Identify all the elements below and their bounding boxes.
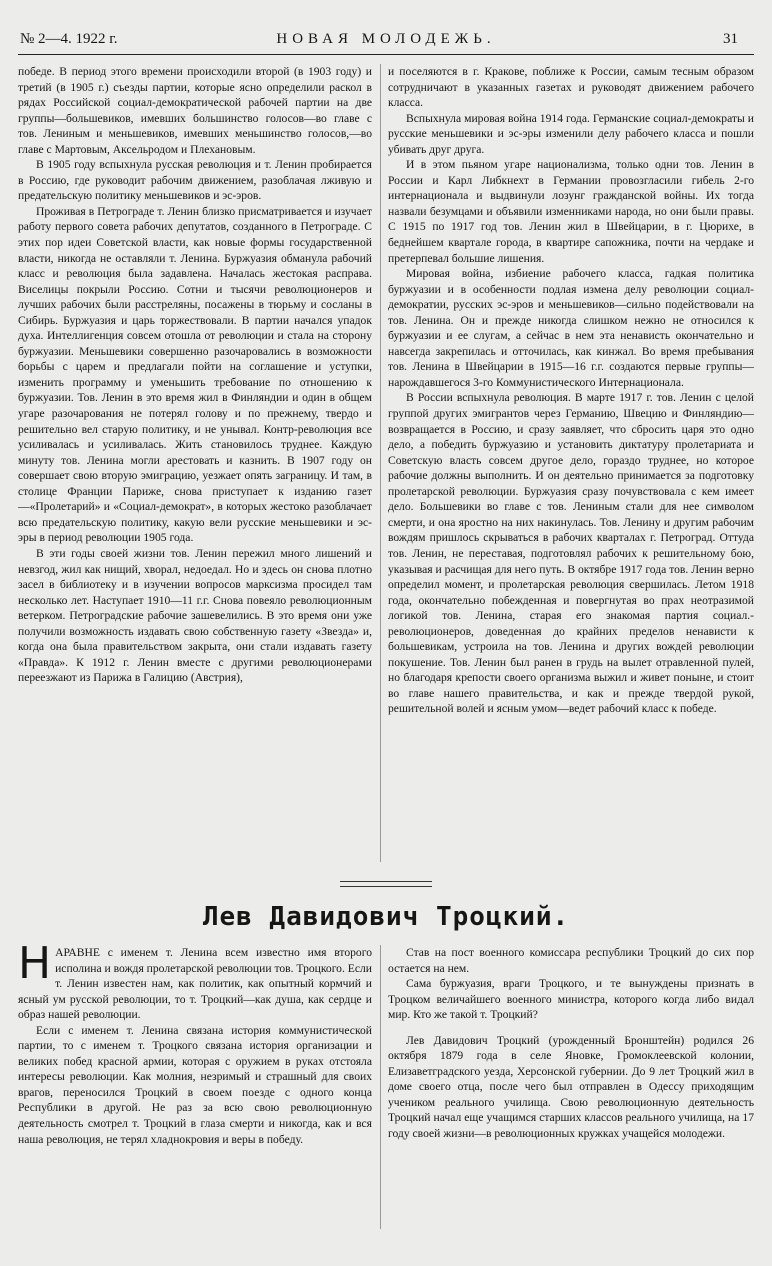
paragraph: И в этом пьяном угаре национализма, только одни тов. Ленин в России и Карл Либкнехт в Германии провозгласили гибель 2-го интернационала и выдвинули лозунг гражданской войны. Их тогда назвали безумцами и объявили изменниками народа, но они были правы. С 1915 по 1917 год тов. Ленин жил в Швейцарии, в г. Цюрихе, в беднейшем квартале города, в квартире сапожника, почти на чердаке и претерпевал большие лишения. <box>388 158 754 265</box>
issue-number: № 2—4. 1922 г. <box>20 31 118 47</box>
header-rule <box>18 54 754 55</box>
lenin-column-right <box>388 64 754 717</box>
page-number: 31 <box>723 31 738 47</box>
paragraph: Если с именем т. Ленина связана история коммунистической партии, то с именем т. Троцкого связана история организации и великих побед красной армии, которая с оружием в руках отстояла интересы революции. Как молния, незримый и страшный для своих врагов, переносился Троцкий в своем поезде с одного конца Республики в другой. Не раз за всю свою революционную деятельность смотрел т. Троцкий в глаза смерти и никогда, как и вся наша революция, не терял хладнокровия и веры в победу. <box>18 1023 372 1146</box>
trotsky-column-right <box>388 945 754 1142</box>
article-title: Лев Давидович Троцкий. <box>202 902 570 932</box>
section-separator <box>340 881 432 887</box>
lenin-column-left <box>18 64 372 686</box>
newspaper-title: НОВАЯ МОЛОДЕЖЬ. <box>276 31 496 47</box>
paragraph: Вспыхнула мировая война 1914 года. Германские социал-демократы и русские меньшевики и эс-эры изменили делу рабочего класса и пошли убивать друг друга. <box>388 111 754 156</box>
column-divider <box>380 945 381 1229</box>
paragraph: В России вспыхнула революция. В марте 1917 г. тов. Ленин с целой группой других эмигрантов через Германию, Швецию и Финляндию—возвращается в Россию, и сразу заявляет, что сбросить царя это одно дело, а победить буржуазию и установить диктатуру пролетариата и Советскую власть совсем другое дело, гораздо труднее, но которое рабочие должны выполнить. И он деятельно принимается за подготовку пролетарской революции. Буржуазия сразу почувствовала с кем имеет дело. Большевики во главе с тов. Лениным стали для нее символом смерти, и она яростно на них накинулась. Тов. Ленину и другим рабочим вождям пришлось скрываться в рабочих кварталах г. Петроград. Оттуда тов. Ленин, не переставая, подготовлял рабочих к решительному бою, указывая и расчищая для него путь. В октябре 1917 года тов. Ленин верно определил момент, и пролетарская революция свершилась. Летом 1918 года, окончательно побежденная и повергнутая во прах неотразимой логикой тов. Ленина, старая его знакомая партия социал.-революционеров, доведенная до крайних пределов ненависти к большевикам, устроила на тов. Ленина и других вождей революции покушение. Тов. Ленин был ранен в грудь на вылет отравленной пулей, но благодаря крепости своего организма выжил и живет поныне, и стоит во главе нашего правительства, и как и прежде твердой рукой, решительной волей и ясным умом—ведет рабочий класс к победе. <box>388 391 754 716</box>
paragraph: Лев Давидович Троцкий (урожденный Бронштейн) родился 26 октября 1879 года в селе Яновке, Громоклеевской колонии, Елизаветградского уезда, Херсонской губернии. До 9 лет Троцкий жил в доме своего отца, после чего был отправлен в Одессу приходящим учеником реального училища. Свою революционную деятельность Троцкий начал еще учащимся старших классов реального училища, на 17 году своей жизни—в революционных кружках учащейся молодежи. <box>388 1033 754 1141</box>
paragraph: Мировая война, избиение рабочего класса, гадкая политика буржуазии и в особенности подлая измена делу революции социал-демократии, русских эс-эров и меньшевиков—сильно подействовали на тов. Ленина. Он и прежде никогда слишком нежно не относился к буржуазии и ее слугам, а сейчас в нем эта ненависть окончательно и навсегда закрепилась и отточилась, как кинжал. Во время пребывания тов. Ленина в Швейцарии в 1915—16 г.г. создаются первые группы—нарождавшегося 3-го Коммунистического Интернационала. <box>388 267 754 389</box>
paragraph-text: АРАВНЕ с именем т. Ленина всем известно имя второго исполина и вождя пролетарской революции тов. Троцкого. Если т. Ленин известен нам, как политик, как опытный кормчий и ясный ум русской революции, то т. Троцкий—как душа, как сердце и образ нашей революции. <box>18 946 372 1022</box>
paragraph <box>18 938 372 1023</box>
paragraph: В эти годы своей жизни тов. Ленин пережил много лишений и невзгод, жил как нищий, хворал, недоедал. Но и здесь он снова плотно засел в библиотеку и в изучении вопросов марксизма просидел там несколько лет. Наступает 1910—11 г.г. Снова повеяло революционным ветерком. Петроградские рабочие зашевелились. В это время они уже получили возможность издавать свою собственную газету «Звезда» и, когда она была правительством закрыта, они стали издавать газету «Правда». К 1912 г. Ленин вместе с другими революционерами переезжают из Парижа в Галицию (Австрия), <box>18 546 372 685</box>
paragraph: Став на пост военного комиссара республики Троцкий до сих пор остается на нем. <box>388 946 754 975</box>
drop-cap: Н <box>18 938 52 989</box>
page-header <box>0 26 772 52</box>
trotsky-column-left <box>18 938 372 1147</box>
column-divider <box>380 64 381 862</box>
paragraph: Сама буржуазия, враги Троцкого, и те вынуждены признать в Троцком величайшего военного министра, которого когда либо видал мир. Кто же такой т. Троцкий? <box>388 977 754 1022</box>
paragraph: Проживая в Петрограде т. Ленин близко присматривается и изучает работу первого совета рабочих депутатов, созданного в Петрограде. С этих пор идеи Советской власти, как новые формы государственной власти, никогда не оставляли т. Ленина. Буржуазия обманула рабочий класс и революция была задавлена. Началась жестокая расправа. Виселицы покрыли Россию. Сотни и тысячи революционеров и лучших рабочих были расстреляны, посажены в тюрьму и сосланы в Сибирь. Буржуазия и царь торжествовали. В партии начался упадок духа. Интеллигенция совсем отошла от революции и стала на сторону буржуазии. Меньшевики совершенно разочаровались в возможности борьбы с царем и предлагали пойти на соглашение и уступки, изменить программу и уменьшить требование по отношению к буржуазии. Тов. Ленин в это время жил в Финляндии и один в общем угаре разочарования не потерял голову и по прежнему, твердо и решительно вел старую политику, и не унывал. Контр-революция все усиливалась и усиливалась. Жить становилось труднее. Каждую минуту тов. Ленина могли арестовать и казнить. В 1907 году он совершает свою вторую эмиграцию, уезжает опять заграницу. И там, в столице Франции Париже, снова приступает к изданию газет—«Пролетарий» и «Социал-демократ», в которых жестоко разоблачает всю предательскую политику, какую вели русские меньшевики и эс-эры в период революции 1905 года. <box>18 204 372 545</box>
paragraph-gap <box>388 1023 754 1033</box>
paragraph: и поселяются в г. Кракове, поближе к России, самым тесным образом сотрудничают в указанных газетах и руководят движением рабочего класса. <box>388 65 754 110</box>
paragraph: победе. В период этого времени происходили второй (в 1903 году) и третий (в 1905 г.) съезды партии, которые ясно определили раскол в рядах Российской социал-демократической рабочей партии на две группы—большевиков, имевших большинство голосов—во главе с тов. Лениным и меньшевиков, имевших меньшинство голосов,—во главе с Мартовым, Аксельродом и Плехановым. <box>18 65 372 156</box>
paragraph: В 1905 году вспыхнула русская революция и т. Ленин пробирается в Россию, где руководит рабочим движением, разоблачая лживую и предательскую политику меньшевиков и эс-эров. <box>18 158 372 203</box>
